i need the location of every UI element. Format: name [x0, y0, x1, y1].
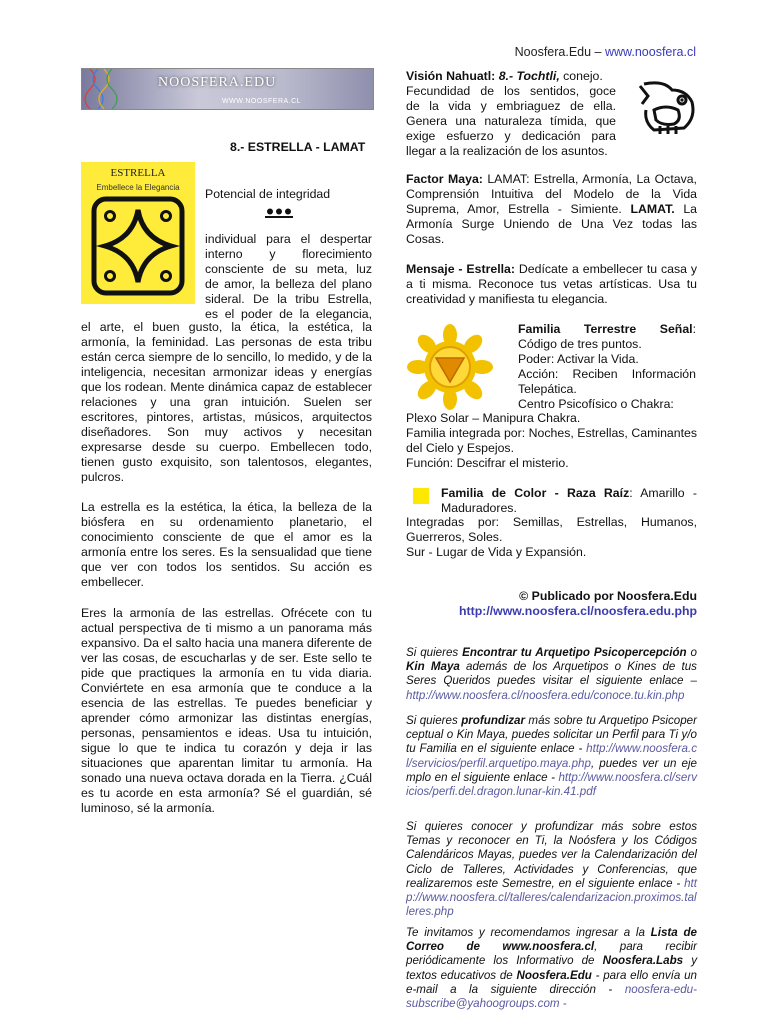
lamat-glyph-icon — [91, 196, 185, 296]
factor-maya — [406, 172, 697, 247]
color-text: : Amarillo - Maduradores. — [441, 486, 697, 515]
factor-text: LAMAT: Estrella, Armonía, La Octava, Comprensión Intuitiva del Modelo de la Vida Suprema, Amor, Estrella - Simiente. — [406, 172, 697, 216]
info-1 — [406, 646, 697, 703]
info-2 — [406, 714, 697, 799]
intro-first-line: Potencial de integridad — [205, 187, 331, 201]
paragraph-2: La estrella es la estética, la ética, la belleza de la biósfera en su ordenamiento planetario, el conocimiento consciente de que el amor es la armonía entre los seres. Es la sensualidad que tiene que ver con todos los sentidos. Su acción es embellecer. — [81, 500, 372, 589]
vision-first-line — [406, 69, 616, 84]
familia-color-lines — [406, 515, 697, 560]
familia-tail-line: Familia integrada por: Noches, Estrellas, Caminantes del Cielo y Espejos. — [406, 426, 697, 455]
familia-line: Código de tres puntos. — [518, 337, 642, 351]
info4-c: , para recibir periódicamente los Informativo de — [406, 940, 697, 968]
vision-label: Visión Nahuatl: — [406, 69, 496, 83]
familia-tail-line: Función: Descifrar el misterio. — [406, 456, 569, 470]
info2-c: más sobre tu Arquetipo Psicoperceptual o Kin Maya, puedes solicitar un Perfil para Ti y/o tu Familia en el siguiente enlace - — [406, 714, 697, 756]
intro-line: consciente de su meta, luz — [205, 262, 372, 276]
familia-line: Acción: Reciben Información — [518, 367, 696, 381]
info4-g: - para ello envía un e-mail a la siguiente dirección - — [406, 968, 697, 996]
factor-tail: La Armonía Surge Uniendo de Una Vez todas las Cosas. — [406, 202, 697, 246]
familia-tail — [406, 411, 697, 471]
section-title: 8.- ESTRELLA - LAMAT — [230, 140, 366, 154]
info3-text: Si quieres conocer y profundizar más sobre estos Temas y reconocer en Ti, la Noósfera y los Códigos Calendáricos Mayas, puedes ver la Calendarización del Ciclo de Talleres, Actividades y Conferencias, que realizaremos este Semestre, en el siguiente enlace - — [406, 820, 697, 890]
info4-e: y textos educativos de — [406, 954, 697, 982]
mensaje-text: Dedícate a embellecer tu casa y a ti misma. Reconoce tus vetas artísticas. Usa tu creatividad y manifiesta tu elegancia. — [406, 262, 698, 306]
header-site: Noosfera.Edu – — [514, 45, 605, 59]
info4-f: Noosfera.Edu — [516, 968, 592, 982]
intro-line: individual para el despertar — [205, 232, 372, 246]
info1-c: o — [690, 646, 697, 659]
banner-title: NOOSFERA.EDU — [158, 75, 277, 90]
info2-a: Si quieres — [406, 714, 458, 727]
mayan-number-dots-icon — [265, 208, 299, 218]
familia-line: Centro Psicofísico o Chakra: — [518, 397, 674, 411]
familia-tail-line: Plexo Solar – Manipura Chakra. — [406, 411, 581, 425]
familia-label: Familia Terrestre Señal — [518, 322, 693, 336]
publicado-url[interactable]: http://www.noosfera.cl/noosfera.edu.php — [459, 604, 697, 618]
glyph-subtitle: Embellece la Elegancia — [96, 183, 180, 192]
mensaje-label: Mensaje - Estrella: — [406, 262, 515, 276]
intro-block — [205, 232, 372, 322]
factor-bold: LAMAT. — [630, 202, 675, 216]
info4-email[interactable]: noosfera-edu-subscribe@yahoogroups.com - — [406, 982, 697, 1011]
info2-d: , puedes ver un ejemplo en el siguiente enlace - — [406, 756, 697, 784]
info1-b: Encontrar tu Arquetipo Psicopercepción — [462, 646, 687, 659]
publicado-label: © Publicado por Noosfera.Edu — [519, 589, 697, 603]
vision-line: de la vida y embriaguez de ella. — [406, 99, 616, 113]
info-4 — [406, 926, 697, 1011]
familia-color — [441, 486, 697, 516]
info4-d: Noosfera.Labs — [602, 954, 684, 968]
info2-link-2[interactable]: http://www.noosfera.cl/servicios/perfi.del.dragon.lunar-kin.41.pdf — [406, 770, 697, 799]
color-line: Sur - Lugar de Vida y Expansión. — [406, 545, 587, 559]
familia-terrestre — [518, 322, 696, 412]
factor-label: Factor Maya: — [406, 172, 483, 186]
vision-line: Genera una naturaleza tímida, que — [406, 114, 616, 128]
info1-d: Kin Maya — [406, 660, 460, 674]
manipura-chakra-icon — [404, 322, 496, 412]
info-3 — [406, 820, 697, 919]
vision-first: conejo. — [563, 69, 603, 83]
info1-a: Si quieres — [406, 646, 459, 659]
header-link[interactable]: www.noosfera.cl — [604, 45, 696, 59]
vision-line: Fecundidad de los sentidos, goce — [406, 84, 616, 98]
paragraph-1: el arte, el buen gusto, la ética, la estética, la armonía, la feminidad. Las personas de esta tribu están cerca siempre de lo sencillo, lo medido, y de la inteligencia, necesitan armonizar ideas y energías que los rodean. Mente dinámica capaz de establecer relaciones y una gran intuición. Suelen ser escritores, pintores, artistas, músicos, arquitectos diseñadores. Son muy activos y necesitan expresarse desde su cuerpo. Embellecen todo, tienen gusto exquisito, son talentosos, elegantes, pulcros. — [81, 320, 372, 484]
familia-colon: : — [692, 322, 696, 336]
paragraph-3: Eres la armonía de las estrellas. Ofrécete con tu actual perspectiva de ti mismo a un panorama más expansivo. Da el salto hacia una manera diferente de ver las cosas, de escucharlas y de ser. Este sello te pide que practiques la armonía en tu vida diaria. Conviértete en esa armonía que te conduce a la esencia de las estrellas. Te puedes beneficiar y aprender cómo armonizar las distintas energías, personas, pensamientos e ideas. Usa tu intuición, sigue lo que te indica tu corazón y deja ir las situaciones que aparentan limitar tu armonía. Ha sonado una nueva octava dorada en la Tierra. ¿Cuál es tu acorde en esta armonía? Sé el guardián, sé luminoso, sé la armonía. — [81, 606, 372, 815]
vision-line: llegar a la realización de los asuntos. — [406, 144, 608, 158]
intro-line: sideral. De la tribu Estrella, — [205, 292, 372, 306]
mensaje-estrella — [406, 262, 697, 307]
page-header — [515, 45, 696, 60]
vision-block — [406, 84, 616, 159]
glyph-title: ESTRELLA — [110, 167, 166, 179]
info4-b: Lista de Correo de www.noosfera.cl — [406, 926, 697, 954]
info2-b: profundizar — [461, 714, 525, 727]
estrella-glyph-card — [81, 162, 195, 304]
yellow-color-swatch — [413, 488, 429, 504]
dna-helix-icon — [84, 69, 144, 109]
intro-line: interno y florecimiento — [205, 247, 372, 261]
color-line: Integradas por: Semillas, Estrellas, Humanos, Guerreros, Soles. — [406, 515, 697, 544]
color-label: Familia de Color - Raza Raíz — [441, 486, 630, 500]
info1-link[interactable]: http://www.noosfera.cl/noosfera.edu/conoce.tu.kin.php — [406, 688, 685, 702]
info1-e: además de los Arquetipos o Kines de tus Seres Queridos puedes visitar el siguiente enlace – — [406, 660, 697, 688]
info4-a: Te invitamos y recomendamos ingresar a la — [406, 926, 645, 939]
intro-line: de amor, la belleza del plano — [205, 277, 372, 291]
banner-url: WWW.NOOSFERA.CL — [222, 98, 302, 105]
familia-line: Poder: Activar la Vida. — [518, 352, 639, 366]
noosfera-banner — [81, 68, 374, 110]
familia-line: Telepática. — [518, 382, 577, 396]
intro-line: es el poder de la elegancia, — [205, 307, 372, 321]
publicado-block — [406, 589, 697, 619]
vision-line: exige esfuerzo y dedicación para — [406, 129, 616, 143]
info3-link[interactable]: http://www.noosfera.cl/talleres/calendarizacion.proximos.talleres.php — [406, 876, 697, 919]
vision-name: 8.- Tochtli, — [498, 69, 560, 83]
info2-link-1[interactable]: http://www.noosfera.cl/servicios/perfil.arquetipo.maya.php — [406, 742, 697, 770]
rabbit-glyph-icon — [634, 80, 700, 136]
